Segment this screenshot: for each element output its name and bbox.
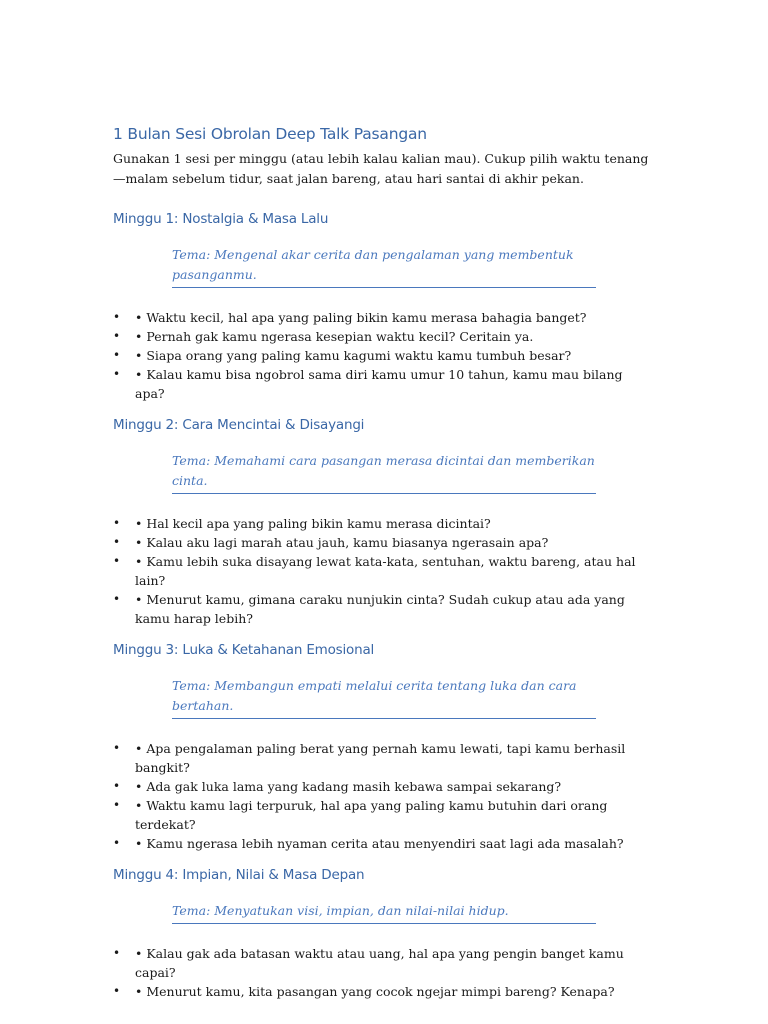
question-list bbox=[113, 944, 653, 1001]
tema-callout: Tema: Membangun empati melalui cerita tentang luka dan cara bertahan. bbox=[172, 676, 596, 719]
tema-callout: Tema: Memahami cara pasangan merasa dicintai dan memberikan cinta. bbox=[172, 451, 596, 494]
tema-callout: Tema: Mengenal akar cerita dan pengalaman yang membentuk pasanganmu. bbox=[172, 245, 596, 288]
question-list bbox=[113, 308, 653, 403]
tema-callout: Tema: Menyatukan visi, impian, dan nilai-nilai hidup. bbox=[172, 901, 596, 924]
bullet-icon: • bbox=[113, 367, 121, 381]
question-item bbox=[113, 308, 653, 327]
intro-paragraph: Gunakan 1 sesi per minggu (atau lebih kalau kalian mau). Cukup pilih waktu tenang—malam sebelum tidur, saat jalan bareng, atau hari santai di akhir pekan. bbox=[113, 151, 649, 186]
bullet-icon: • bbox=[113, 310, 121, 324]
question-item bbox=[113, 514, 653, 533]
question-text: • Waktu kecil, hal apa yang paling bikin kamu merasa bahagia banget? bbox=[135, 310, 587, 325]
question-text: • Apa pengalaman paling berat yang pernah kamu lewati, tapi kamu berhasil bangkit? bbox=[135, 741, 626, 775]
question-text: • Menurut kamu, kita pasangan yang cocok ngejar mimpi bareng? Kenapa? bbox=[135, 984, 615, 999]
document-content bbox=[113, 125, 653, 1001]
question-item bbox=[113, 982, 653, 1001]
question-item bbox=[113, 552, 653, 590]
question-item bbox=[113, 777, 653, 796]
question-text: • Kamu ngerasa lebih nyaman cerita atau menyendiri saat lagi ada masalah? bbox=[135, 836, 624, 851]
question-item bbox=[113, 346, 653, 365]
bullet-icon: • bbox=[113, 741, 121, 755]
bullet-icon: • bbox=[113, 946, 121, 960]
question-item bbox=[113, 365, 653, 403]
question-item bbox=[113, 796, 653, 834]
week-section-4 bbox=[113, 867, 653, 1001]
bullet-icon: • bbox=[113, 984, 121, 998]
question-list bbox=[113, 514, 653, 628]
question-item bbox=[113, 327, 653, 346]
week-heading: Minggu 1: Nostalgia & Masa Lalu bbox=[113, 211, 329, 227]
bullet-icon: • bbox=[113, 798, 121, 812]
question-text: • Menurut kamu, gimana caraku nunjukin cinta? Sudah cukup atau ada yang kamu harap lebih? bbox=[135, 592, 625, 626]
question-text: • Kalau kamu bisa ngobrol sama diri kamu umur 10 tahun, kamu mau bilang apa? bbox=[135, 367, 623, 401]
bullet-icon: • bbox=[113, 592, 121, 606]
bullet-icon: • bbox=[113, 516, 121, 530]
question-list bbox=[113, 739, 653, 853]
bullet-icon: • bbox=[113, 329, 121, 343]
question-item bbox=[113, 533, 653, 552]
week-heading: Minggu 3: Luka & Ketahanan Emosional bbox=[113, 642, 375, 658]
question-text: • Pernah gak kamu ngerasa kesepian waktu kecil? Ceritain ya. bbox=[135, 329, 534, 344]
week-heading: Minggu 4: Impian, Nilai & Masa Depan bbox=[113, 867, 365, 883]
week-section-2 bbox=[113, 417, 653, 628]
bullet-icon: • bbox=[113, 836, 121, 850]
question-text: • Kamu lebih suka disayang lewat kata-kata, sentuhan, waktu bareng, atau hal lain? bbox=[135, 554, 636, 588]
question-text: • Waktu kamu lagi terpuruk, hal apa yang paling kamu butuhin dari orang terdekat? bbox=[135, 798, 608, 832]
week-section-1 bbox=[113, 211, 653, 403]
bullet-icon: • bbox=[113, 535, 121, 549]
bullet-icon: • bbox=[113, 779, 121, 793]
question-item bbox=[113, 944, 653, 982]
document-title: 1 Bulan Sesi Obrolan Deep Talk Pasangan bbox=[113, 125, 427, 143]
question-text: • Siapa orang yang paling kamu kagumi waktu kamu tumbuh besar? bbox=[135, 348, 572, 363]
question-text: • Hal kecil apa yang paling bikin kamu merasa dicintai? bbox=[135, 516, 491, 531]
question-text: • Ada gak luka lama yang kadang masih kebawa sampai sekarang? bbox=[135, 779, 562, 794]
question-item bbox=[113, 834, 653, 853]
question-item bbox=[113, 739, 653, 777]
question-item bbox=[113, 590, 653, 628]
question-text: • Kalau gak ada batasan waktu atau uang, hal apa yang pengin banget kamu capai? bbox=[135, 946, 624, 980]
week-section-3 bbox=[113, 642, 653, 853]
question-text: • Kalau aku lagi marah atau jauh, kamu biasanya ngerasain apa? bbox=[135, 535, 549, 550]
bullet-icon: • bbox=[113, 554, 121, 568]
week-heading: Minggu 2: Cara Mencintai & Disayangi bbox=[113, 417, 365, 433]
bullet-icon: • bbox=[113, 348, 121, 362]
